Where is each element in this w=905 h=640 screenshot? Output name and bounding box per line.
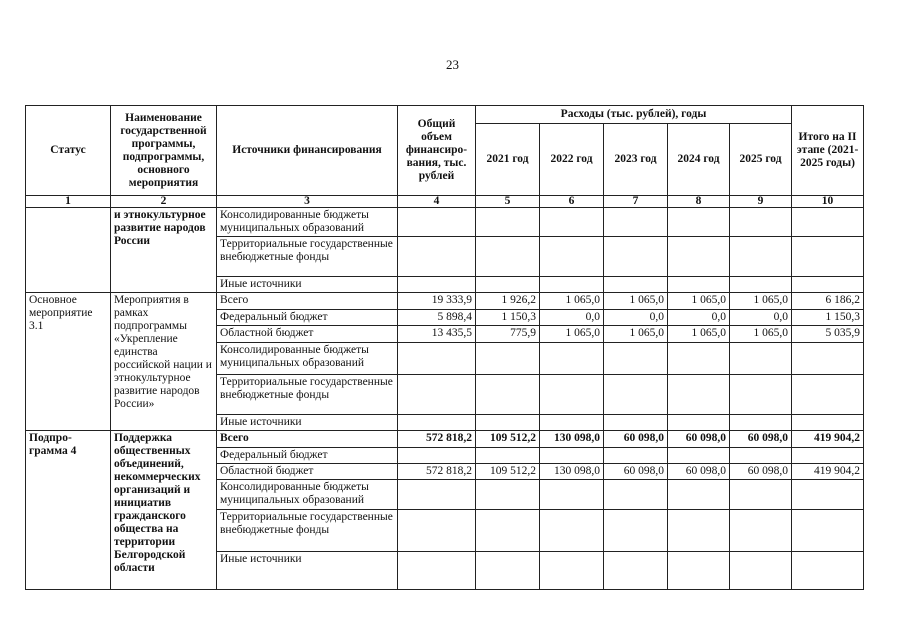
header-status: Статус <box>26 106 111 196</box>
value-cell: 1 065,0 <box>540 293 604 310</box>
column-number: 8 <box>668 196 730 208</box>
value-cell: 109 512,2 <box>476 464 540 480</box>
value-cell: 5 898,4 <box>398 310 476 326</box>
value-cell <box>792 510 864 552</box>
funding-source-cell: Федеральный бюджет <box>217 310 398 326</box>
value-cell <box>792 237 864 277</box>
value-cell <box>540 448 604 464</box>
value-cell: 0,0 <box>730 310 792 326</box>
value-cell: 1 065,0 <box>668 293 730 310</box>
header-stage-total: Итого на II этапе (2021-2025 годы) <box>792 106 864 196</box>
column-number-row <box>26 196 864 208</box>
value-cell <box>604 343 668 375</box>
value-cell: 1 926,2 <box>476 293 540 310</box>
value-cell <box>668 375 730 415</box>
value-cell: 60 098,0 <box>604 464 668 480</box>
value-cell: 419 904,2 <box>792 464 864 480</box>
value-cell <box>604 552 668 590</box>
value-cell <box>668 237 730 277</box>
value-cell <box>540 277 604 293</box>
value-cell <box>730 448 792 464</box>
value-cell <box>398 415 476 431</box>
value-cell: 130 098,0 <box>540 431 604 448</box>
column-number: 10 <box>792 196 864 208</box>
value-cell <box>398 277 476 293</box>
value-cell <box>540 375 604 415</box>
column-number: 6 <box>540 196 604 208</box>
funding-source-cell: Иные источники <box>217 415 398 431</box>
value-cell: 775,9 <box>476 326 540 343</box>
value-cell <box>604 375 668 415</box>
value-cell <box>668 448 730 464</box>
funding-source-cell: Консолидированные бюджеты муниципальных образований <box>217 208 398 237</box>
value-cell: 0,0 <box>604 310 668 326</box>
value-cell <box>398 448 476 464</box>
status-cell: Основное мероприятие 3.1 <box>26 293 111 431</box>
header-year: 2022 год <box>540 124 604 196</box>
value-cell: 19 333,9 <box>398 293 476 310</box>
funding-source-cell: Областной бюджет <box>217 464 398 480</box>
value-cell <box>668 415 730 431</box>
column-number: 5 <box>476 196 540 208</box>
value-cell <box>792 375 864 415</box>
value-cell <box>398 552 476 590</box>
value-cell <box>476 237 540 277</box>
value-cell <box>398 480 476 510</box>
header-name: Наименование государственной программы, подпрограммы, основного мероприятия <box>111 106 217 196</box>
program-name-cell: Поддержка общественных объединений, некоммерческих организаций и инициатив гражданского общества на территории Белгородской области <box>111 431 217 590</box>
funding-source-cell: Иные источники <box>217 277 398 293</box>
value-cell <box>730 480 792 510</box>
table-row <box>26 208 864 237</box>
value-cell: 572 818,2 <box>398 431 476 448</box>
value-cell <box>730 375 792 415</box>
header-sources: Источники финансирования <box>217 106 398 196</box>
value-cell <box>604 480 668 510</box>
value-cell: 60 098,0 <box>730 464 792 480</box>
funding-source-cell: Областной бюджет <box>217 326 398 343</box>
table-row <box>26 431 864 448</box>
column-number: 4 <box>398 196 476 208</box>
value-cell <box>398 208 476 237</box>
value-cell: 1 065,0 <box>730 293 792 310</box>
value-cell <box>540 208 604 237</box>
value-cell <box>476 415 540 431</box>
value-cell <box>668 277 730 293</box>
value-cell <box>604 208 668 237</box>
value-cell: 1 065,0 <box>540 326 604 343</box>
value-cell: 109 512,2 <box>476 431 540 448</box>
value-cell <box>540 237 604 277</box>
value-cell <box>730 552 792 590</box>
table-row <box>26 293 864 310</box>
value-cell: 1 150,3 <box>792 310 864 326</box>
value-cell <box>540 415 604 431</box>
program-name-cell: Мероприятия в рамках подпрограммы «Укрепление единства российской нации и этнокультурное развитие народов России» <box>111 293 217 431</box>
value-cell: 1 065,0 <box>668 326 730 343</box>
value-cell <box>668 208 730 237</box>
value-cell <box>476 480 540 510</box>
value-cell <box>668 343 730 375</box>
value-cell: 130 098,0 <box>540 464 604 480</box>
column-number: 3 <box>217 196 398 208</box>
funding-source-cell: Территориальные государственные внебюджетные фонды <box>217 510 398 552</box>
funding-source-cell: Консолидированные бюджеты муниципальных образований <box>217 480 398 510</box>
value-cell <box>476 277 540 293</box>
value-cell <box>730 343 792 375</box>
value-cell <box>398 375 476 415</box>
funding-source-cell: Консолидированные бюджеты муниципальных образований <box>217 343 398 375</box>
funding-source-cell: Всего <box>217 431 398 448</box>
program-name-cell: и этнокультурное развитие народов России <box>111 208 217 293</box>
value-cell <box>668 510 730 552</box>
value-cell: 13 435,5 <box>398 326 476 343</box>
value-cell: 60 098,0 <box>604 431 668 448</box>
page-number: 23 <box>446 57 459 72</box>
header-year: 2024 год <box>668 124 730 196</box>
value-cell: 1 065,0 <box>730 326 792 343</box>
value-cell <box>476 510 540 552</box>
value-cell: 0,0 <box>540 310 604 326</box>
value-cell <box>792 277 864 293</box>
value-cell <box>398 510 476 552</box>
value-cell <box>604 448 668 464</box>
value-cell: 1 065,0 <box>604 326 668 343</box>
value-cell <box>398 343 476 375</box>
column-number: 2 <box>111 196 217 208</box>
value-cell <box>476 448 540 464</box>
value-cell <box>398 237 476 277</box>
value-cell: 60 098,0 <box>730 431 792 448</box>
budget-table <box>25 105 864 590</box>
value-cell <box>668 552 730 590</box>
value-cell <box>476 375 540 415</box>
value-cell: 60 098,0 <box>668 464 730 480</box>
value-cell: 5 035,9 <box>792 326 864 343</box>
value-cell <box>476 343 540 375</box>
value-cell: 419 904,2 <box>792 431 864 448</box>
value-cell <box>604 415 668 431</box>
funding-source-cell: Иные источники <box>217 552 398 590</box>
value-cell <box>730 277 792 293</box>
header-total: Общий объем финансиро-вания, тыс. рублей <box>398 106 476 196</box>
value-cell <box>730 208 792 237</box>
value-cell: 572 818,2 <box>398 464 476 480</box>
value-cell <box>792 415 864 431</box>
funding-source-cell: Федеральный бюджет <box>217 448 398 464</box>
value-cell <box>476 552 540 590</box>
value-cell: 60 098,0 <box>668 431 730 448</box>
funding-source-cell: Территориальные государственные внебюджетные фонды <box>217 375 398 415</box>
column-number: 9 <box>730 196 792 208</box>
value-cell: 1 065,0 <box>604 293 668 310</box>
value-cell <box>730 415 792 431</box>
value-cell: 6 186,2 <box>792 293 864 310</box>
value-cell <box>730 237 792 277</box>
header-year: 2025 год <box>730 124 792 196</box>
funding-source-cell: Всего <box>217 293 398 310</box>
value-cell: 0,0 <box>668 310 730 326</box>
header-year: 2021 год <box>476 124 540 196</box>
status-cell <box>26 208 111 293</box>
value-cell <box>604 510 668 552</box>
value-cell <box>540 480 604 510</box>
value-cell <box>476 208 540 237</box>
value-cell <box>604 277 668 293</box>
column-number: 1 <box>26 196 111 208</box>
value-cell <box>792 208 864 237</box>
value-cell <box>540 343 604 375</box>
value-cell <box>668 480 730 510</box>
funding-source-cell: Территориальные государственные внебюджетные фонды <box>217 237 398 277</box>
value-cell <box>792 448 864 464</box>
value-cell <box>540 552 604 590</box>
value-cell <box>792 480 864 510</box>
value-cell <box>540 510 604 552</box>
header-expenses: Расходы (тыс. рублей), годы <box>476 106 792 124</box>
value-cell <box>792 552 864 590</box>
value-cell <box>792 343 864 375</box>
value-cell: 1 150,3 <box>476 310 540 326</box>
value-cell <box>730 510 792 552</box>
column-number: 7 <box>604 196 668 208</box>
header-year: 2023 год <box>604 124 668 196</box>
table-body <box>26 208 864 590</box>
value-cell <box>604 237 668 277</box>
status-cell: Подпро-грамма 4 <box>26 431 111 590</box>
